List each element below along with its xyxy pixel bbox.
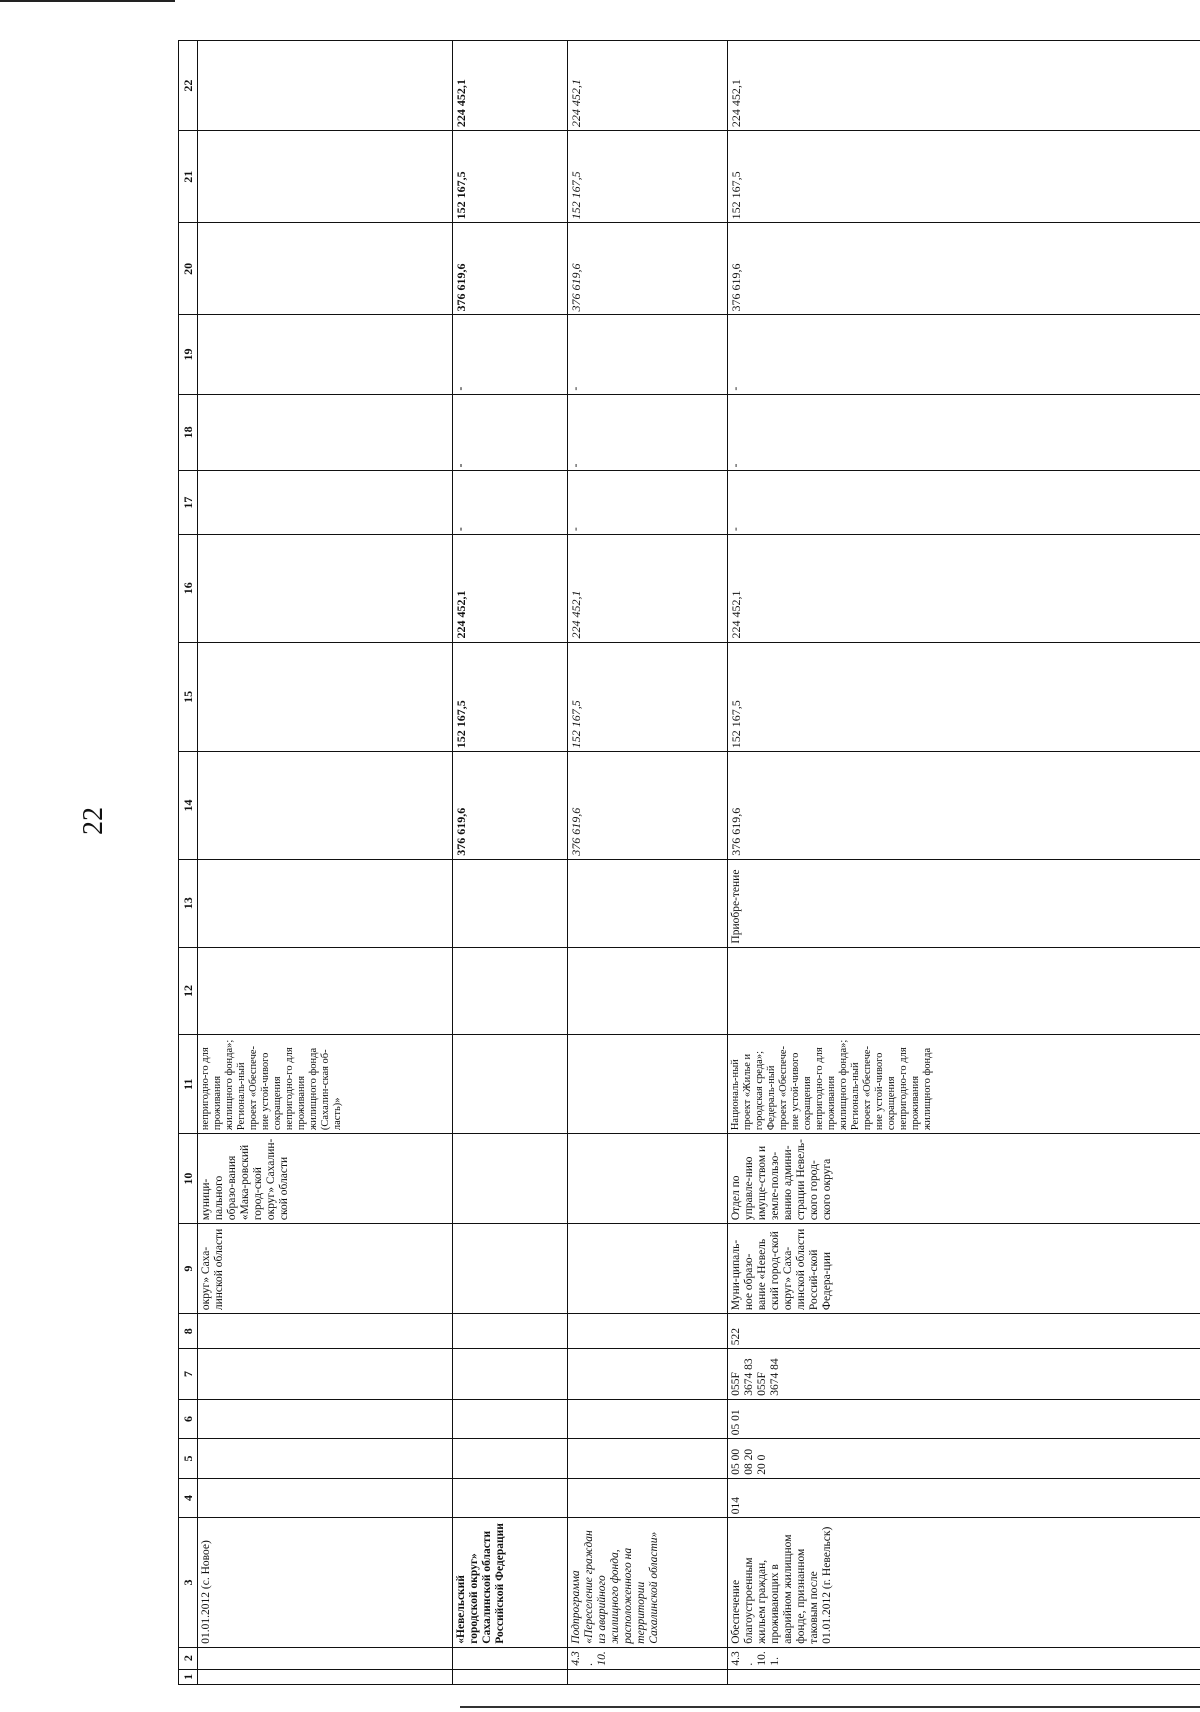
cell-dash: - (453, 315, 568, 394)
cell-amount: 152 167,5 (568, 642, 728, 752)
cell-amount: 224 452,1 (568, 534, 728, 642)
cell (568, 947, 728, 1035)
cell-amount: 376 619,6 (568, 223, 728, 315)
cell-amount: 376 619,6 (568, 752, 728, 860)
cell (453, 1035, 568, 1134)
cell (453, 1224, 568, 1314)
cell (198, 534, 453, 642)
header-row (179, 41, 198, 1685)
cell (453, 1349, 568, 1399)
col-header-7: 7 (179, 1349, 198, 1399)
cell-number: 4.3. 10. 1. (728, 1647, 1200, 1669)
cell-description: Обеспечение благоустроенным жильем граждан, проживающих в аварийном жилищном фонде, признанном таковым после 01.01.2012 (г. Невельск) (728, 1518, 1200, 1648)
cell-amount: 152 167,5 (453, 642, 568, 752)
cell (198, 1439, 453, 1479)
cell (198, 859, 453, 947)
cell-dash: - (568, 471, 728, 535)
col-header-22: 22 (179, 41, 198, 131)
cell (568, 859, 728, 947)
budget-table (178, 40, 1200, 1685)
cell-dash: - (728, 471, 1200, 535)
cell (568, 1439, 728, 1479)
cell-amount: 152 167,5 (728, 131, 1200, 223)
cell (198, 1314, 453, 1349)
cell-amount: 224 452,1 (728, 41, 1200, 131)
cell-dash: - (728, 315, 1200, 394)
col-header-13: 13 (179, 859, 198, 947)
cell (728, 947, 1200, 1035)
cell (568, 1314, 728, 1349)
cell (453, 1669, 568, 1684)
cell-amount: 152 167,5 (728, 642, 1200, 752)
cell-amount: 376 619,6 (728, 223, 1200, 315)
cell (453, 1314, 568, 1349)
cell (453, 1134, 568, 1224)
cell (198, 642, 453, 752)
col-header-10: 10 (179, 1134, 198, 1224)
cell-executor: Отдел по управле-нию имуще-ством и земле-пользо-ванию админи-страции Невель-ского город-ского округа (728, 1134, 1200, 1224)
col-header-6: 6 (179, 1399, 198, 1439)
table-row (453, 41, 568, 1685)
table-container (178, 40, 1200, 1685)
col-header-12: 12 (179, 947, 198, 1035)
table-row (568, 41, 728, 1685)
table-row (728, 41, 1200, 1685)
cell-code: 014 (728, 1478, 1200, 1518)
col-header-3: 3 (179, 1518, 198, 1648)
cell-amount: 376 619,6 (453, 223, 568, 315)
cell-amount: 376 619,6 (453, 752, 568, 860)
cell (198, 315, 453, 394)
cell-dash: - (453, 394, 568, 471)
cell (568, 1035, 728, 1134)
cell (728, 1669, 1200, 1684)
cell-municipality: Муни-ципаль-ное образо-вание «Невель ский город-ской округ» Саха-линской области Россий-ской Федера-ции (728, 1224, 1200, 1314)
cell (568, 1399, 728, 1439)
cell (198, 1647, 453, 1669)
cell (453, 1439, 568, 1479)
cell (568, 1134, 728, 1224)
col-header-19: 19 (179, 315, 198, 394)
cell-dash: - (728, 394, 1200, 471)
cell (198, 947, 453, 1035)
cell-dash: - (568, 394, 728, 471)
cell (198, 394, 453, 471)
cell (568, 1349, 728, 1399)
cell (453, 1399, 568, 1439)
cell-action: Приобре-тение (728, 859, 1200, 947)
col-header-20: 20 (179, 223, 198, 315)
cell-code: 05 01 (728, 1399, 1200, 1439)
col-header-4: 4 (179, 1478, 198, 1518)
cell-project: Националь-ный проект «Жилье и городская среда»; Федераль-ный проект «Обеспече-ние устой-чивого сокращения непригодно-го для проживания жилищного фонда»; Региональ-ный проект «Обеспече-ние устой-чивого сокращения непригодно-го для проживания жилищного фонда (728, 1035, 1200, 1134)
cell (198, 131, 453, 223)
scan-edge-top (0, 0, 175, 2)
cell-amount: 224 452,1 (728, 534, 1200, 642)
col-header-5: 5 (179, 1439, 198, 1479)
col-header-9: 9 (179, 1224, 198, 1314)
cell-amount: 224 452,1 (568, 41, 728, 131)
cell (568, 1669, 728, 1684)
cell (568, 1478, 728, 1518)
col-header-15: 15 (179, 642, 198, 752)
cell-amount: 224 452,1 (453, 41, 568, 131)
col-header-17: 17 (179, 471, 198, 535)
col-header-8: 8 (179, 1314, 198, 1349)
cell-number: 4.3. 10. (568, 1647, 728, 1669)
col-header-2: 2 (179, 1647, 198, 1669)
cell: непригодно-го для проживания жилищного фонда»; Региональ-ный проект «Обеспече-ние устой-чивого сокращения непригодно-го для проживания жилищного фонда (Сахалин-ская об-ласть)» (198, 1035, 453, 1134)
col-header-11: 11 (179, 1035, 198, 1134)
cell (198, 752, 453, 860)
cell-amount: 376 619,6 (728, 752, 1200, 860)
cell (568, 1224, 728, 1314)
col-header-21: 21 (179, 131, 198, 223)
col-header-14: 14 (179, 752, 198, 860)
cell-amount: 152 167,5 (568, 131, 728, 223)
cell-dash: - (453, 471, 568, 535)
cell (453, 1647, 568, 1669)
cell-description: 01.01.2012 (с. Новое) (198, 1518, 453, 1648)
cell-dash: - (568, 315, 728, 394)
cell (198, 1399, 453, 1439)
cell (198, 471, 453, 535)
cell (453, 859, 568, 947)
cell-amount: 224 452,1 (453, 534, 568, 642)
cell (453, 947, 568, 1035)
table-row (198, 41, 453, 1685)
cell: муници-пального образо-вания «Мака-ровский город-ской округ» Сахалин-ской области (198, 1134, 453, 1224)
cell-amount: 152 167,5 (453, 131, 568, 223)
rotated-table (178, 40, 1200, 1685)
page-number: 22 (78, 807, 109, 835)
col-header-1: 1 (179, 1669, 198, 1684)
cell (198, 41, 453, 131)
scan-edge-bottom (460, 1706, 1200, 1708)
cell-code: 522 (728, 1314, 1200, 1349)
cell-description: «Невельский городской округ» Сахалинской области Российской Федерации (453, 1518, 568, 1648)
cell (198, 223, 453, 315)
cell: округ» Саха-линской области (198, 1224, 453, 1314)
cell-code: 05 00 08 20 20 0 (728, 1439, 1200, 1479)
cell (198, 1669, 453, 1684)
cell (453, 1478, 568, 1518)
col-header-16: 16 (179, 534, 198, 642)
col-header-18: 18 (179, 394, 198, 471)
cell (198, 1478, 453, 1518)
cell-description: Подпрограмма «Переселение граждан из аварийного жилищного фонда, расположенного на территории Сахалинской области» (568, 1518, 728, 1648)
cell-code: 055F 3674 83 055F 3674 84 (728, 1349, 1200, 1399)
cell (198, 1349, 453, 1399)
